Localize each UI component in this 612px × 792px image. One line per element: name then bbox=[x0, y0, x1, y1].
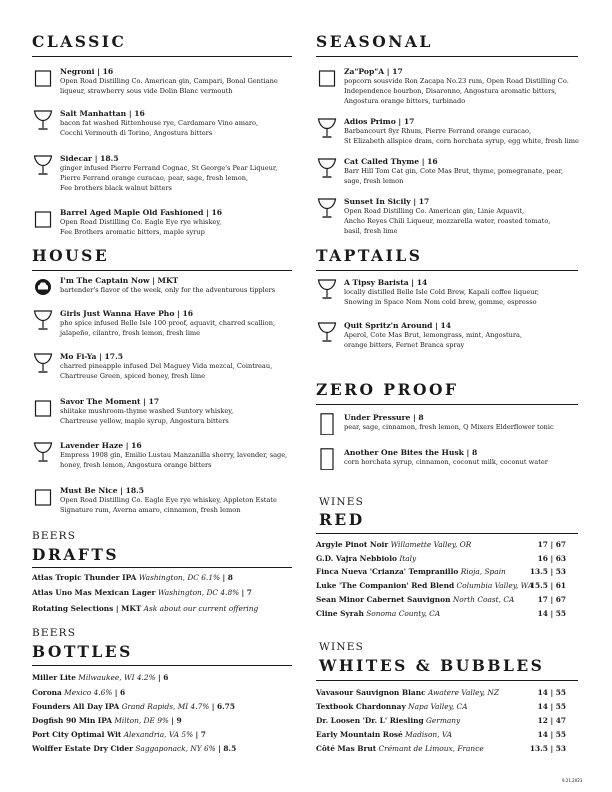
menu-item-description: Chartreuse yellow, maple syrup, Angostura bitters bbox=[60, 416, 229, 425]
beer-price: | 6.75 bbox=[211, 702, 235, 711]
menu-item-name: I'm The Captain Now | MKT bbox=[60, 276, 179, 285]
menu-item bbox=[32, 109, 302, 143]
beer-row bbox=[32, 588, 252, 598]
beer-detail: Alexandria, VA 5% bbox=[123, 730, 194, 739]
menu-item bbox=[32, 397, 302, 431]
beer-detail: Grand Rapids, MI 4.7% bbox=[121, 702, 210, 711]
wine-price: 14 | 55 bbox=[537, 702, 566, 711]
menu-item-description: Open Road Distilling Co. American gin, Linie Aquavit, bbox=[344, 207, 525, 215]
section-title-house: HOUSE bbox=[32, 246, 110, 265]
menu-item bbox=[316, 448, 591, 478]
menu-item-description: Open Road Distilling Co. Eagle Eye rye whiskey, Appleton Estate bbox=[60, 496, 277, 504]
section-kicker-wines: WINES bbox=[319, 496, 364, 508]
menu-item-description: Open Road Distilling Co. Eagle Eye rye whiskey, bbox=[60, 218, 222, 226]
beer-price: | 6 bbox=[157, 673, 169, 682]
section-divider bbox=[32, 567, 292, 568]
menu-item-text bbox=[344, 321, 522, 351]
menu-item-text bbox=[60, 109, 258, 139]
menu-item-description: Signature rum, Averna amaro, cinnamon, fresh lemon bbox=[60, 505, 241, 514]
menu-item-description: popcorn sousvide Ron Zacapa No.23 rum, Open Road Distilling Co. bbox=[344, 77, 569, 85]
wine-region: Rioja, Spain bbox=[460, 567, 506, 576]
wine-label bbox=[316, 702, 468, 712]
beer-detail: Washington, DC 4.8% bbox=[157, 588, 240, 597]
wine-label bbox=[316, 540, 471, 550]
menu-item-name: Sunset In Sicily | 17 bbox=[344, 197, 430, 206]
rocks-glass-icon bbox=[32, 486, 54, 508]
menu-item-description: Fee Brothers aromatic bitters, maple syrup bbox=[60, 227, 205, 236]
right-column bbox=[316, 0, 578, 792]
wine-price: 15.5 | 61 bbox=[529, 581, 566, 590]
wine-label bbox=[316, 567, 506, 577]
beer-row bbox=[32, 702, 235, 712]
menu-item bbox=[316, 321, 591, 355]
menu-item-description: pear, sage, cinnamon, fresh lemon, Q Mixers Elderflower tonic bbox=[344, 423, 554, 431]
menu-item-name: Cat Called Thyme | 16 bbox=[344, 157, 438, 166]
menu-item-name: A Tipsy Barista | 14 bbox=[344, 278, 428, 287]
wine-region: Italy bbox=[399, 554, 417, 563]
wine-row bbox=[316, 540, 566, 551]
menu-item-description: orange bitters, Fernet Branca spray bbox=[344, 340, 465, 349]
wine-name: Argyle Pinot Noir bbox=[316, 540, 389, 549]
beer-row bbox=[32, 730, 206, 740]
section-divider bbox=[316, 270, 578, 271]
section-divider bbox=[32, 270, 292, 271]
rocks-glass-icon bbox=[316, 67, 338, 89]
menu-item-name: Za"Pop"A | 17 bbox=[344, 67, 403, 76]
section-kicker-wines: WINES bbox=[319, 641, 364, 653]
highball-glass-icon bbox=[316, 448, 338, 470]
menu-item-description: pho spice infused Belle Isle 100 proof, aquavit, charred scallion, bbox=[60, 319, 276, 327]
beer-row bbox=[32, 573, 233, 583]
wine-name: Vavasour Sauvignon Blanc bbox=[316, 688, 426, 697]
rocks-glass-icon bbox=[32, 208, 54, 230]
highball-glass-icon bbox=[316, 413, 338, 435]
menu-item-text bbox=[60, 441, 287, 471]
beer-detail: Milton, DE 9% bbox=[114, 716, 169, 725]
menu-item-name: Savor The Moment | 17 bbox=[60, 397, 160, 406]
menu-item-description: Empress 1908 gin, Emilio Lustau Manzanilla sherry, lavender, sage, bbox=[60, 451, 288, 459]
menu-item-text bbox=[60, 397, 233, 427]
wine-row bbox=[316, 581, 566, 592]
wine-label bbox=[316, 688, 499, 698]
menu-item bbox=[32, 352, 302, 386]
beer-detail: Washington, DC 6.1% bbox=[138, 573, 221, 582]
beer-name: Rotating Selections | MKT bbox=[32, 604, 142, 613]
wine-row bbox=[316, 716, 566, 727]
beer-row bbox=[32, 744, 236, 754]
menu-item bbox=[32, 309, 302, 343]
wine-name: Sean Minor Cabernet Sauvignon bbox=[316, 595, 451, 604]
menu-item-description: basil, fresh lime bbox=[344, 226, 398, 235]
beer-row bbox=[32, 716, 182, 726]
menu-item-description: Barr Hill Tom Cat gin, Cote Mas Brut, thyme, pomegranate, pear, bbox=[344, 167, 564, 175]
menu-item-text bbox=[344, 448, 548, 468]
section-divider bbox=[316, 533, 578, 534]
beer-name: Dogfish 90 Min IPA bbox=[32, 716, 112, 725]
section-kicker-beers: BEERS bbox=[32, 530, 77, 542]
menu-item bbox=[316, 197, 591, 239]
menu-item-name: Mo Fi-Ya | 17.5 bbox=[60, 352, 124, 361]
wine-region: Columbia Valley, WA bbox=[456, 581, 534, 590]
left-column bbox=[32, 0, 292, 792]
menu-item-text bbox=[344, 413, 554, 433]
menu-item-description: sage, fresh lemon bbox=[344, 176, 404, 185]
wine-price: 12 | 47 bbox=[537, 716, 566, 725]
menu-item-text bbox=[60, 486, 277, 516]
coupe-glass-icon bbox=[316, 117, 338, 139]
menu-item bbox=[32, 486, 302, 520]
section-title-taptails: TAPTAILS bbox=[316, 246, 423, 265]
menu-item-name: Salt Manhattan | 16 bbox=[60, 109, 145, 118]
menu-item-text bbox=[60, 208, 222, 238]
section-divider bbox=[32, 665, 292, 666]
wine-region: Willamette Valley, OR bbox=[390, 540, 472, 549]
menu-item-name: Negroni | 16 bbox=[60, 67, 114, 76]
menu-item-name: Girls Just Wanna Have Pho | 16 bbox=[60, 309, 194, 318]
beer-name: Corona bbox=[32, 688, 62, 697]
menu-item-description: locally distilled Belle Isle Cold Brew, Kapali coffee liqueur, bbox=[344, 288, 540, 296]
section-title-seasonal: SEASONAL bbox=[316, 32, 433, 51]
menu-item-description: Chartreuse Green, spiced honey, fresh lime bbox=[60, 371, 205, 380]
wine-name: Côté Mas Brut bbox=[316, 744, 377, 753]
wine-region: Madison, VA bbox=[405, 730, 453, 739]
rocks-glass-icon bbox=[32, 397, 54, 419]
section-title-red: RED bbox=[319, 510, 365, 529]
menu-item-description: Aperol, Cote Mas Brut, lemongrass, mint, Angostura, bbox=[344, 331, 523, 339]
wine-name: Textbook Chardonnay bbox=[316, 702, 406, 711]
wine-row bbox=[316, 702, 566, 713]
wine-name: Finca Nueva 'Crianza' Tempranillo bbox=[316, 567, 459, 576]
menu-item bbox=[316, 67, 591, 109]
menu-item-name: Barrel Aged Maple Old Fashioned | 16 bbox=[60, 208, 223, 217]
wine-price: 17 | 67 bbox=[537, 595, 566, 604]
wine-row bbox=[316, 554, 566, 565]
wine-label bbox=[316, 609, 440, 619]
wine-region: North Coast, CA bbox=[452, 595, 515, 604]
section-title-bottles: BOTTLES bbox=[32, 642, 133, 661]
wine-row bbox=[316, 595, 566, 606]
wine-label bbox=[316, 730, 452, 740]
beer-detail: Ask about our current offering bbox=[143, 604, 259, 613]
menu-item-description: Independence bourbon, Disaronno, Angostura aromatic bitters, bbox=[344, 86, 557, 95]
section-title-zero-proof: ZERO PROOF bbox=[316, 380, 459, 399]
menu-item-description: Pierre Ferrand orange curacao, pear, sage, fresh lemon, bbox=[60, 173, 249, 182]
beer-name: Atlas Tropic Thunder IPA bbox=[32, 573, 137, 582]
menu-item-description: ginger infused Pierre Ferrand Cognac, St George's Pear Liqueur, bbox=[60, 164, 278, 172]
coupe-glass-icon bbox=[32, 352, 54, 374]
wine-label bbox=[316, 744, 484, 754]
beer-price: | 6 bbox=[114, 688, 126, 697]
wine-price: 17 | 67 bbox=[537, 540, 566, 549]
section-divider bbox=[316, 680, 578, 681]
menu-item-text bbox=[60, 352, 272, 382]
menu-item bbox=[32, 276, 302, 302]
captain-badge-icon bbox=[32, 276, 54, 298]
menu-item-text bbox=[344, 157, 563, 187]
menu-item-description: jalapeño, cilantro, fresh lemon, fresh lime bbox=[60, 328, 201, 337]
menu-item-description: Barbancourt 8yr Rhum, Pierre Ferrand orange curacao, bbox=[344, 127, 532, 135]
menu-item bbox=[316, 413, 591, 443]
menu-item-description: bartender's flavor of the week, only for the adventurous tipplers bbox=[60, 286, 276, 294]
coupe-glass-icon bbox=[316, 157, 338, 179]
menu-item bbox=[32, 441, 302, 475]
menu-item-description: charred pineapple infused Del Maguey Vida mezcal, Cointreau, bbox=[60, 362, 273, 370]
wine-region: Crémant de Limoux, France bbox=[378, 744, 484, 753]
beer-name: Wolffer Estate Dry Cider bbox=[32, 744, 133, 753]
wine-label bbox=[316, 554, 416, 564]
menu-item-description: honey, fresh lemon, Angostura orange bitters bbox=[60, 460, 212, 469]
beer-detail: Saggaponack, NY 6% bbox=[135, 744, 216, 753]
menu-item-text bbox=[344, 117, 579, 147]
menu-item-description: bacon fat washed Rittenhouse rye, Cardamaro Vino amaro, bbox=[60, 119, 259, 127]
beer-name: Miller Lite bbox=[32, 673, 76, 682]
wine-row bbox=[316, 567, 566, 578]
menu-item bbox=[316, 278, 591, 312]
beer-price: | 7 bbox=[195, 730, 206, 739]
menu-item bbox=[316, 117, 591, 151]
menu-item-description: shiitake mushroom-thyme washed Suntory whiskey, bbox=[60, 407, 234, 415]
beer-row bbox=[32, 604, 258, 614]
menu-item-text bbox=[344, 67, 569, 106]
beer-detail: Mexico 4.6% bbox=[64, 688, 113, 697]
coupe-glass-icon bbox=[32, 309, 54, 331]
beer-price: | 9 bbox=[171, 716, 182, 725]
wine-region: Awatere Valley, NZ bbox=[427, 688, 499, 697]
wine-price: 13.5 | 53 bbox=[529, 567, 566, 576]
menu-item-text bbox=[60, 309, 275, 339]
beer-detail: Milwaukee, WI 4.2% bbox=[78, 673, 156, 682]
wine-region: Napa Valley, CA bbox=[408, 702, 468, 711]
menu-item-description: Cocchi Vermouth di Torino, Angostura bitters bbox=[60, 128, 213, 137]
beer-name: Founders All Day IPA bbox=[32, 702, 120, 711]
menu-item-text bbox=[60, 276, 275, 296]
menu-item-name: Sidecar | 18.5 bbox=[60, 154, 119, 163]
menu-item-name: Must Be Nice | 18.5 bbox=[60, 486, 145, 495]
beer-price: | 8 bbox=[222, 573, 233, 582]
menu-item-description: Open Road Distilling Co. American gin, Campari, Bonal Gentiane bbox=[60, 77, 278, 85]
section-divider bbox=[316, 56, 578, 57]
wine-label bbox=[316, 581, 533, 591]
wine-label bbox=[316, 716, 460, 726]
beer-name: Port City Optimal Wit bbox=[32, 730, 122, 739]
menu-item-name: Quit Spritz'n Around | 14 bbox=[344, 321, 452, 330]
wine-name: G.D. Vajra Nebbiolo bbox=[316, 554, 397, 563]
coupe-glass-icon bbox=[316, 197, 338, 219]
beer-price: | 8.5 bbox=[218, 744, 237, 753]
menu-item-text bbox=[60, 67, 278, 97]
menu-item bbox=[32, 67, 302, 101]
menu-item-name: Under Pressure | 8 bbox=[344, 413, 424, 422]
wine-name: Dr. Loosen 'Dr. L' Riesling bbox=[316, 716, 424, 725]
rocks-glass-icon bbox=[32, 67, 54, 89]
wine-price: 16 | 63 bbox=[537, 554, 566, 563]
menu-item-name: Another One Bites the Husk | 8 bbox=[344, 448, 478, 457]
menu-item-description: Ancho Reyes Chili Liqueur, mozzarella water, roasted tomato, bbox=[344, 216, 551, 225]
wine-price: 14 | 55 bbox=[537, 688, 566, 697]
beer-row bbox=[32, 673, 168, 683]
wine-row bbox=[316, 609, 566, 620]
wine-row bbox=[316, 730, 566, 741]
menu-item bbox=[316, 157, 591, 191]
wine-name: Luke 'The Companion' Red Blend bbox=[316, 581, 455, 590]
menu-item-name: Lavender Haze | 16 bbox=[60, 441, 142, 450]
menu-item-text bbox=[344, 278, 539, 308]
section-title-drafts: DRAFTS bbox=[32, 545, 120, 564]
wine-region: Germany bbox=[426, 716, 461, 725]
menu-item-name: Adios Primo | 17 bbox=[344, 117, 415, 126]
section-divider bbox=[32, 56, 292, 57]
section-divider bbox=[316, 404, 578, 405]
wine-name: Early Mountain Rosé bbox=[316, 730, 403, 739]
menu-item-description: liqueur, strawberry sous vide Dolin Blanc vermouth bbox=[60, 86, 233, 95]
wine-row bbox=[316, 688, 566, 699]
coupe-glass-icon bbox=[316, 278, 338, 300]
beer-row bbox=[32, 688, 125, 698]
menu-date: 9.21.2023 bbox=[562, 778, 583, 783]
menu-item-text bbox=[60, 154, 277, 193]
menu-item-description: St Elizabeth allspice dram, corn horchata syrup, egg white, fresh lime bbox=[344, 136, 579, 145]
menu-item-description: Snowing in Space Nom Nom cold brew, gomme, espresso bbox=[344, 297, 537, 306]
beer-price: | 7 bbox=[241, 588, 252, 597]
wine-region: Sonoma County, CA bbox=[366, 609, 441, 618]
menu-item-text bbox=[344, 197, 550, 236]
coupe-glass-icon bbox=[32, 154, 54, 176]
wine-price: 14 | 55 bbox=[537, 730, 566, 739]
coupe-glass-icon bbox=[32, 441, 54, 463]
wine-price: 13.5 | 53 bbox=[529, 744, 566, 753]
section-title-whites: WHITES & BUBBLES bbox=[319, 656, 545, 675]
menu-item bbox=[32, 208, 302, 242]
coupe-glass-icon bbox=[32, 109, 54, 131]
section-kicker-beers: BEERS bbox=[32, 627, 77, 639]
menu-item-description: Angostura orange bitters, turbinado bbox=[344, 96, 466, 105]
menu-item-description: corn horchata syrup, cinnamon, coconut milk, coconut water bbox=[344, 458, 548, 466]
wine-label bbox=[316, 595, 514, 605]
beer-name: Atlas Uno Mas Mexican Lager bbox=[32, 588, 156, 597]
wine-name: Cline Syrah bbox=[316, 609, 364, 618]
section-title-classic: CLASSIC bbox=[32, 32, 127, 51]
coupe-glass-icon bbox=[316, 321, 338, 343]
wine-price: 14 | 55 bbox=[537, 609, 566, 618]
wine-row bbox=[316, 744, 566, 755]
menu-item-description: Fee brothers black walnut bitters bbox=[60, 183, 172, 192]
menu-item bbox=[32, 154, 302, 196]
